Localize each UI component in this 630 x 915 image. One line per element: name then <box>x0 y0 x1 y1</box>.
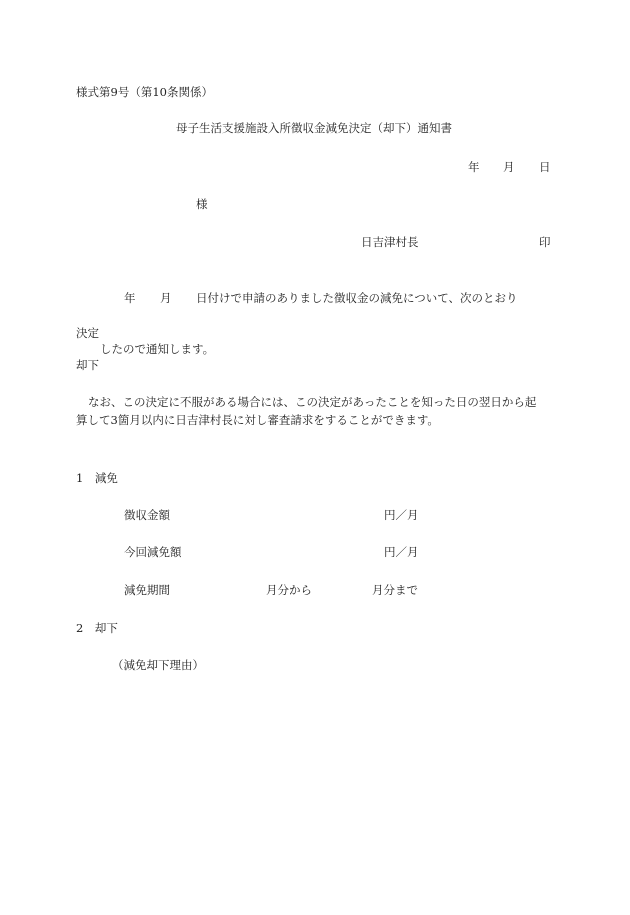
reduction-amount-unit: 円／月 <box>384 545 419 559</box>
date-month: 月 <box>503 160 515 174</box>
collection-amount-label: 徴収金額 <box>124 508 170 522</box>
decision-suffix: したので通知します。 <box>100 342 215 356</box>
date-year: 年 <box>468 160 480 174</box>
addressee-suffix: 様 <box>196 197 208 211</box>
intro-year: 年 <box>124 291 136 305</box>
date-day: 日 <box>539 160 551 174</box>
section-1-heading: 1 減免 <box>76 471 118 485</box>
period-to: 月分まで <box>372 583 418 597</box>
issuer-name: 日吉津村長 <box>361 235 419 249</box>
seal-mark: 印 <box>539 235 551 249</box>
reduction-amount-label: 今回減免額 <box>124 545 182 559</box>
section-2-heading: 2 却下 <box>76 621 118 635</box>
intro-month: 月 <box>160 291 172 305</box>
collection-amount-unit: 円／月 <box>384 508 419 522</box>
option-decided: 決定 <box>76 326 99 340</box>
rejection-reason-label: （減免却下理由） <box>112 658 204 672</box>
notice-line-2: 算して3箇月以内に日吉津村長に対し審査請求をすることができます。 <box>76 413 439 427</box>
option-rejected: 却下 <box>76 358 99 372</box>
notice-line-1: なお、この決定に不服がある場合には、この決定があったことを知った日の翌日から起 <box>88 395 537 409</box>
document-title: 母子生活支援施設入所徴収金減免決定（却下）通知書 <box>176 121 452 135</box>
period-from: 月分から <box>266 583 312 597</box>
form-label: 様式第9号（第10条関係） <box>76 85 213 99</box>
intro-text: 日付けで申請のありました徴収金の減免について、次のとおり <box>196 291 518 305</box>
reduction-period-label: 減免期間 <box>124 583 170 597</box>
